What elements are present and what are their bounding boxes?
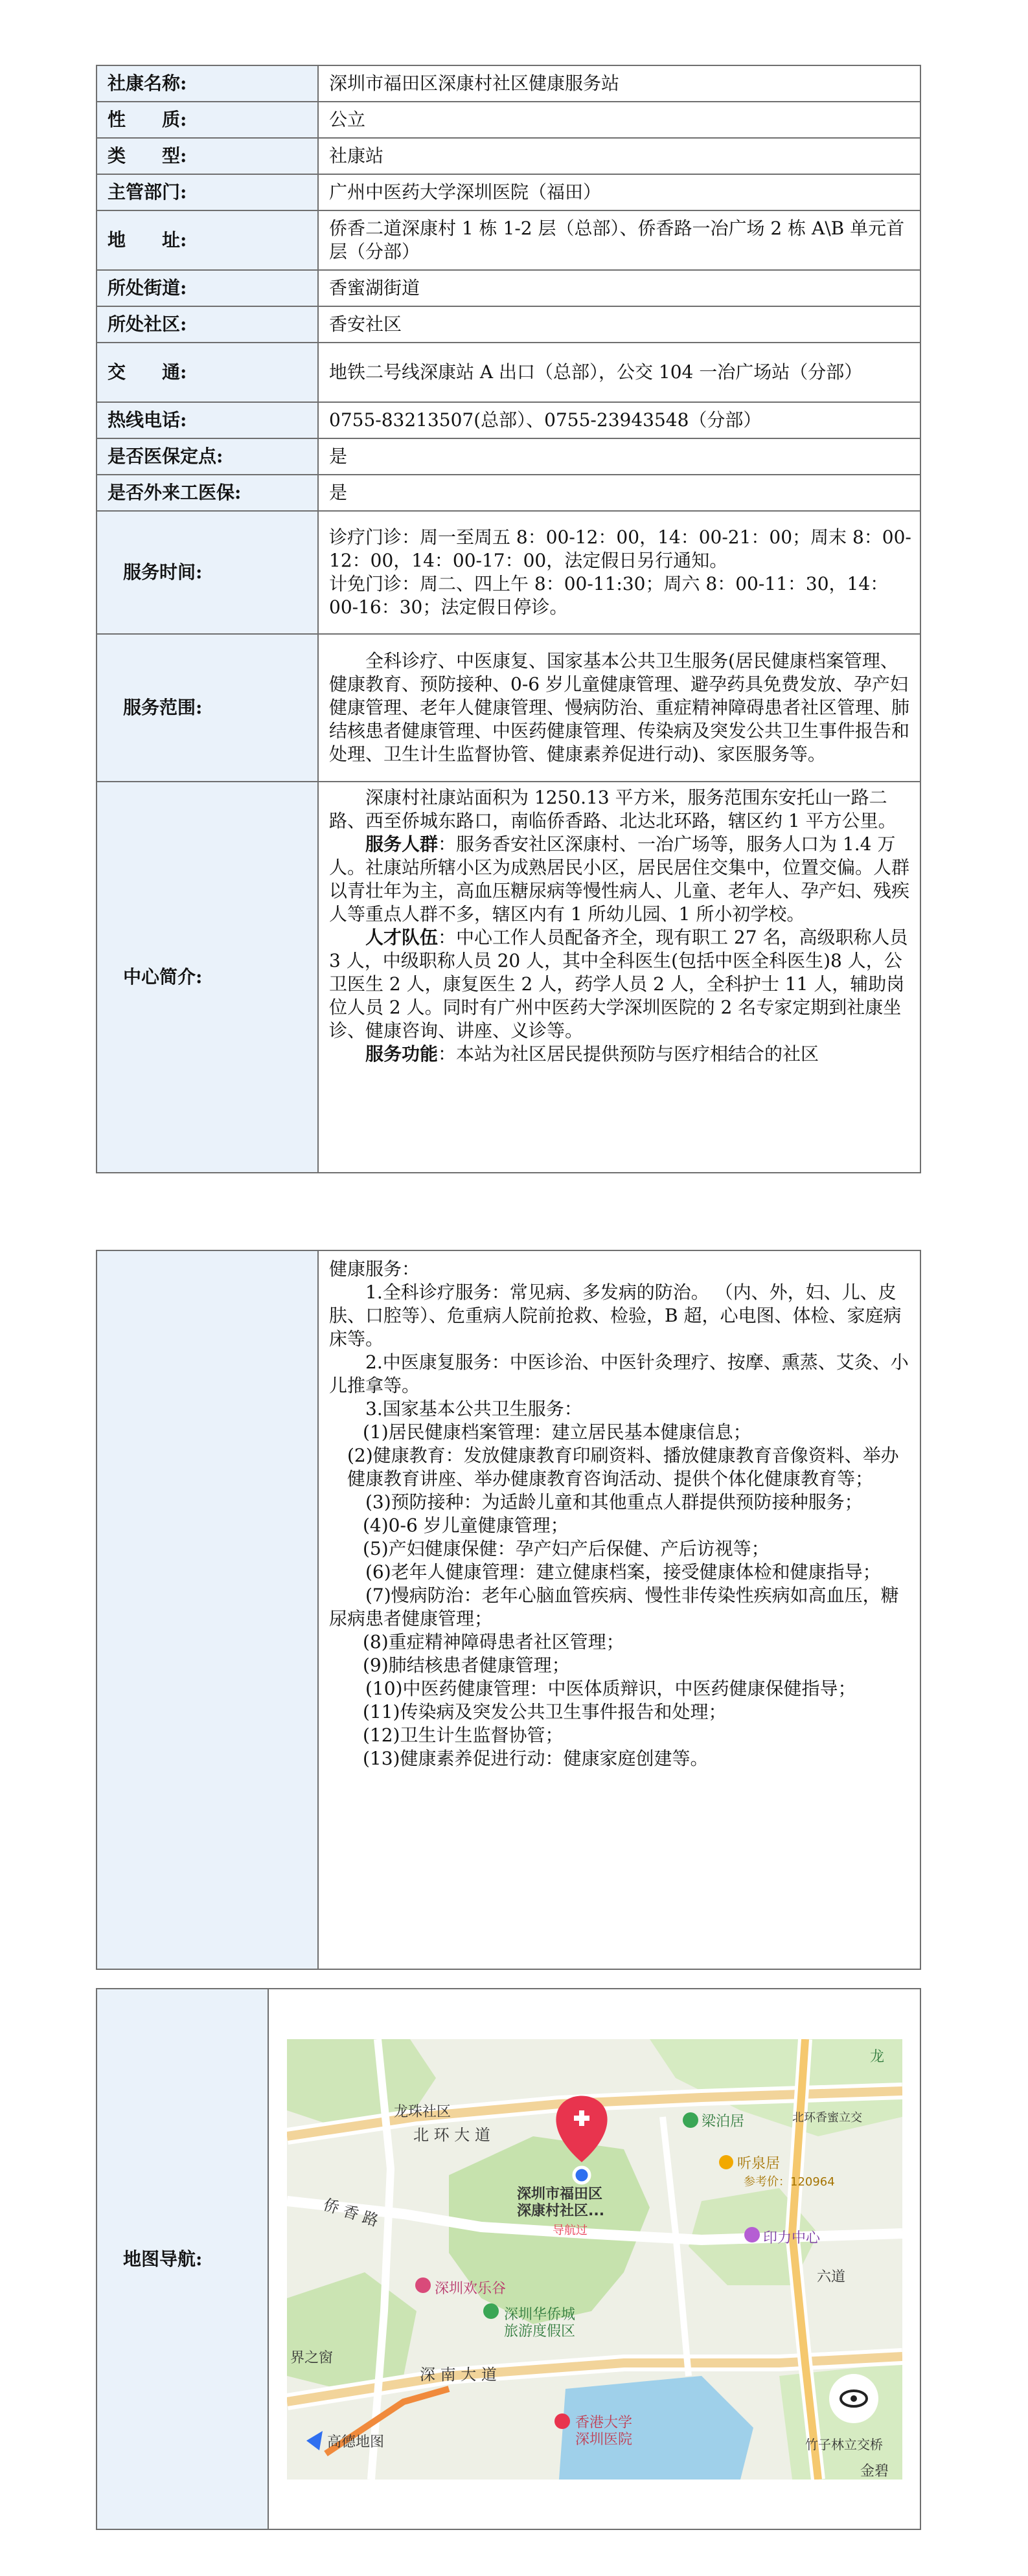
info-row [97, 270, 920, 306]
service-time-line-1: 诊疗门诊：周一至周五 8：00-12：00，14：00-21：00；周末 8：00-12：00，14：00-17：00，法定假日另行通知。 [329, 526, 911, 571]
map-label-hku-2: 深圳医院 [575, 2431, 633, 2448]
service-scope-label: 服务范围: [97, 634, 318, 782]
info-row-value: 香安社区 [318, 306, 920, 343]
intro-p4-head: 服务功能 [365, 1043, 439, 1065]
continuation-line: (1)居民健康档案管理：建立居民基本健康信息； [363, 1421, 751, 1443]
info-row-value: 侨香二道深康村 1 栋 1-2 层（总部）、侨香路一冶广场 2 栋 A\B 单元首层（分部） [318, 210, 920, 270]
intro-p3-text: ：中心工作人员配备齐全，现有职工 27 名，高级职称人员 3 人，中级职称人员 20 人，其中全科医生(包括中医全科医生)8 人，公卫医生 2 人，康复医生 2 人，药学人员 2 人，全科护士 11 人，辅助岗位人员 2 人。同时有广州中医药大学深圳医院的 2 名专家定期到社康坐诊、健康咨询、讲座、义诊等。 [329, 927, 908, 1041]
info-row-label: 是否医保定点: [97, 438, 318, 475]
map-label-hku: 香港大学 [575, 2414, 633, 2431]
continuation-line: 2.中医康复服务：中医诊治、中医针灸理疗、按摩、熏蒸、艾灸、小儿推拿等。 [329, 1351, 909, 1396]
info-row [97, 65, 920, 102]
map-label-jinbi: 金碧 [860, 2463, 889, 2480]
map-label-liangbo: 梁泊居 [702, 2113, 745, 2130]
info-row-label: 主管部门: [97, 174, 318, 210]
map-label-tingquan: 听泉居 [737, 2155, 781, 2172]
continuation-line: (7)慢病防治：老年心脑血管疾病、慢性非传染性疾病如高血压，糖尿病患者健康管理； [329, 1585, 899, 1629]
map-label-liudao: 六道 [817, 2268, 846, 2285]
service-time-value [318, 511, 920, 634]
continuation-line: (12)卫生计生监督协管； [363, 1724, 564, 1746]
continuation-line: (10)中医药健康管理：中医体质辩识，中医药健康保健指导； [365, 1678, 856, 1699]
info-row [97, 402, 920, 438]
map-label-ocr-2: 旅游度假区 [504, 2323, 576, 2340]
info-row-value: 地铁二号线深康站 A 出口（总部），公交 104 一冶广场站（分部） [318, 343, 920, 402]
info-row-label: 热线电话: [97, 402, 318, 438]
intro-value [318, 782, 920, 1173]
map-label: 地图导航: [97, 1989, 268, 2529]
map-label-long: 龙 [870, 2048, 885, 2065]
intro-p2-head: 服务人群 [365, 833, 439, 855]
info-table [96, 65, 921, 1173]
intro-p4-text: ：本站为社区居民提供预防与医疗相结合的社区 [438, 1043, 819, 1065]
service-time-label: 服务时间: [97, 511, 318, 634]
continuation-line: 3.国家基本公共卫生服务： [365, 1398, 582, 1419]
intro-p1: 深康村社康站面积为 1250.13 平方米，服务范围东安托山一路二路、西至侨城东路口，南临侨香路、北达北环路，辖区约 1 平方公里。 [329, 787, 897, 831]
map-label-ref-price: 参考价：120964 [744, 2175, 835, 2189]
info-row [97, 174, 920, 210]
continuation-label-empty [97, 1250, 318, 1969]
map-label-shennan: 深 南 大 道 [420, 2365, 497, 2384]
intro-p3 [329, 926, 912, 1043]
continuation-line: (9)肺结核患者健康管理； [363, 1655, 570, 1676]
map-label-qiaoxiang: 侨 香 路 [321, 2195, 381, 2230]
info-row-value: 0755-83213507(总部）、0755-23943548（分部） [318, 402, 920, 438]
info-row-value: 社康站 [318, 138, 920, 174]
map-label-ocr: 深圳华侨城 [504, 2306, 576, 2323]
info-row [97, 438, 920, 475]
continuation-line: (2)健康教育：发放健康教育印刷资料、播放健康教育音像资料、举办健康教育讲座、举办健康教育咨询活动、提供个体化健康教育等； [347, 1445, 899, 1489]
info-row-label: 社康名称: [97, 65, 318, 102]
continuation-line: 1.全科诊疗服务：常见病、多发病的防治。 （内、外，妇、儿、皮肤、口腔等）、危重病人院前抢救、检验，B 超，心电图、体检、家庭病床等。 [329, 1282, 902, 1350]
continuation-line: (8)重症精神障碍患者社区管理； [363, 1631, 624, 1653]
map-cell [268, 1989, 920, 2529]
intro-p2 [329, 833, 912, 926]
info-row-value: 香蜜湖街道 [318, 270, 920, 306]
info-row [97, 306, 920, 343]
continuation-line: (11)传染病及突发公共卫生事件报告和处理； [363, 1701, 727, 1723]
info-row-label: 所处社区: [97, 306, 318, 343]
intro-p2-text: ：服务香安社区深康村、一冶广场等，服务人口为 1.4 万人。社康站所辖小区为成熟居民小区，居民居住交集中，位置交偏。人群以青壮年为主，高血压糖尿病等慢性病人、儿童、老年人、孕产妇、残疾人等重点人群不多，辖区内有 1 所幼儿园、1 所小初学校。 [329, 833, 910, 925]
info-row-value: 深圳市福田区深康村社区健康服务站 [318, 65, 920, 102]
map-table [96, 1988, 921, 2530]
map-poi-name-2: 深康村社区... [517, 2202, 605, 2219]
intro-p4 [329, 1043, 912, 1066]
map-label-amap: 高德地图 [327, 2434, 385, 2450]
info-row [97, 343, 920, 402]
continuation-line: (5)产妇健康保健：孕产妇产后保健、产后访视等； [363, 1538, 770, 1559]
info-row-value: 广州中医药大学深圳医院（福田） [318, 174, 920, 210]
info-row [97, 475, 920, 511]
service-scope-value [318, 634, 920, 782]
map-label-beihuan: 北 环 大 道 [413, 2125, 490, 2144]
service-scope-text: 全科诊疗、中医康复、国家基本公共卫生服务(居民健康档案管理、健康教育、预防接种、0-6 岁儿童健康管理、避孕药具免费发放、孕产妇健康管理、老年人健康管理、慢病防治、重症精神障碍患者社区管理、肺结核患者健康管理、中医药健康管理、传染病及突发公共卫生事件报告和处理、卫生计生监督协管、健康素养促进行动)、家医服务等。 [329, 650, 910, 765]
map-poi-name: 深圳市福田区 [517, 2186, 603, 2202]
info-row-value: 是 [318, 438, 920, 475]
intro-label: 中心简介: [97, 782, 318, 1173]
map-label-zhuzilin: 竹子林立交桥 [805, 2436, 883, 2452]
map-label-window: 界之窗 [290, 2349, 334, 2366]
continuation-line: (4)0-6 岁儿童健康管理； [363, 1515, 569, 1536]
info-row-value: 公立 [318, 102, 920, 138]
intro-p3-head: 人才队伍 [365, 927, 439, 948]
info-row-label: 类 型: [97, 138, 318, 174]
continuation-line: (13)健康素养促进行动：健康家庭创建等。 [363, 1748, 709, 1769]
info-row-label: 交 通: [97, 343, 318, 402]
map-nav-label: 导航过 [553, 2223, 588, 2237]
info-row-label: 所处街道: [97, 270, 318, 306]
continuation-line: 健康服务： [329, 1258, 420, 1280]
info-row-label: 性 质: [97, 102, 318, 138]
continuation-line: (3)预防接种：为适龄儿童和其他重点人群提供预防接种服务； [365, 1491, 863, 1513]
info-row [97, 138, 920, 174]
info-row-label: 是否外来工医保: [97, 475, 318, 511]
continuation-value [318, 1250, 920, 1969]
service-time-line-2: 计免门诊：周二、四上午 8：00-11:30；周六 8：00-11：30，14：00-16：30；法定假日停诊。 [329, 573, 889, 618]
map-image[interactable] [287, 2039, 902, 2480]
continuation-table [96, 1250, 921, 1970]
info-row [97, 210, 920, 270]
continuation-line: (6)老年人健康管理：建立健康档案，接受健康体检和健康指导； [365, 1561, 881, 1583]
map-label-longzhu: 龙珠社区 [394, 2103, 451, 2120]
map-label-beihuan-xiangmi: 北环香蜜立交 [792, 2110, 862, 2125]
map-label-yinli: 印力中心 [763, 2230, 821, 2246]
map-label-happy-valley: 深圳欢乐谷 [435, 2280, 507, 2297]
info-row-label: 地 址: [97, 210, 318, 270]
info-row [97, 102, 920, 138]
info-row-value: 是 [318, 475, 920, 511]
